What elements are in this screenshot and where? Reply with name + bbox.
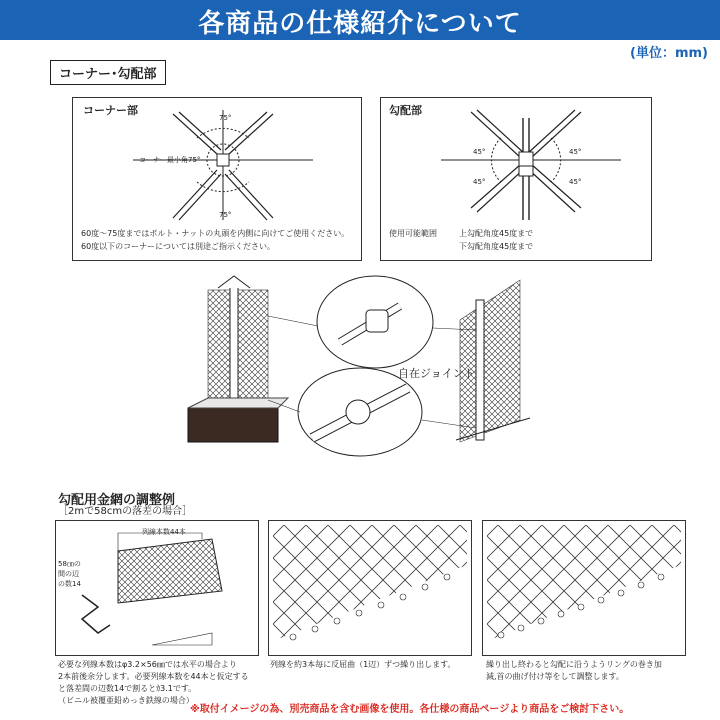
mesh-diagram-2 <box>273 525 467 651</box>
slope-angle-tr: 45° <box>569 148 582 156</box>
corner-panel <box>72 97 362 261</box>
side-label-1: 58㎝の <box>58 560 81 568</box>
joint-label: 自在ジョイント <box>398 367 475 380</box>
section-heading: コーナー･勾配部 <box>50 60 166 85</box>
adjust-diagram-2 <box>268 520 472 656</box>
slope-range-down: 下勾配角度45度まで <box>459 242 534 251</box>
side-label-3: の数14 <box>58 580 81 588</box>
diagram2-note: 列線を約3本毎に反屈曲（1辺）ずつ繰り出します。 <box>270 660 456 669</box>
mesh-diagram-1 <box>62 525 252 651</box>
slope-panel <box>380 97 652 261</box>
columns-label: 列線本数44本 <box>142 528 186 536</box>
diagram3-note-2: 減,首の曲げ付け等をして調整します。 <box>486 672 624 681</box>
fence-illustration <box>180 270 540 460</box>
slope-panel-title: 勾配部 <box>389 104 422 117</box>
diagram1-note-1: 必要な列線本数はφ3.2×56㎜では水平の場合より <box>58 660 237 669</box>
slope-diagram <box>441 108 621 226</box>
diagram1-note-3: と落差間の辺数14で割るとｶ3.1です。 <box>58 684 197 693</box>
slope-angle-br: 45° <box>569 178 582 186</box>
slope-range-label: 使用可能範囲 <box>389 229 437 238</box>
unit-label: (単位：mm) <box>630 46 708 61</box>
diagram1-note-4: （ビニル被覆亜鉛めっき鉄線の場合） <box>58 696 194 705</box>
corner-angle-bottom: 75° <box>219 211 232 219</box>
diagram3-note-1: 繰り出し終わると勾配に沿うようリングの巻き加 <box>486 660 662 669</box>
adjust-title: 勾配用金網の調整例 <box>58 493 176 508</box>
corner-diagram <box>113 108 343 226</box>
corner-panel-title: コーナー部 <box>83 104 138 117</box>
diagram1-note-2: 2本前後余分します。必要列線本数を44本と仮定する <box>58 672 249 681</box>
adjust-diagram-3 <box>482 520 686 656</box>
mesh-diagram-3 <box>487 525 681 651</box>
footer-note: ※取付イメージの為、別売商品を含む画像を使用。各仕様の商品ページより商品をご検討下さい。 <box>190 704 630 715</box>
side-label-2: 間の辺 <box>58 570 79 578</box>
corner-note-2: 60度以下のコーナーについては別途ご指示ください。 <box>81 242 276 251</box>
corner-min-angle: コーナー最小角75° <box>139 156 201 164</box>
corner-angle-top: 75° <box>219 114 232 122</box>
slope-angle-tl: 45° <box>473 148 486 156</box>
adjust-subtitle: ［2mで58cmの落差の場合］ <box>58 506 193 517</box>
corner-note-1: 60度～75度まではボルト・ナットの丸頭を内側に向けてご使用ください。 <box>81 229 350 238</box>
adjust-diagram-1 <box>55 520 259 656</box>
slope-range-up: 上勾配角度45度まで <box>459 229 534 238</box>
page-title: 各商品の仕様紹介について <box>198 9 522 39</box>
slope-angle-bl: 45° <box>473 178 486 186</box>
